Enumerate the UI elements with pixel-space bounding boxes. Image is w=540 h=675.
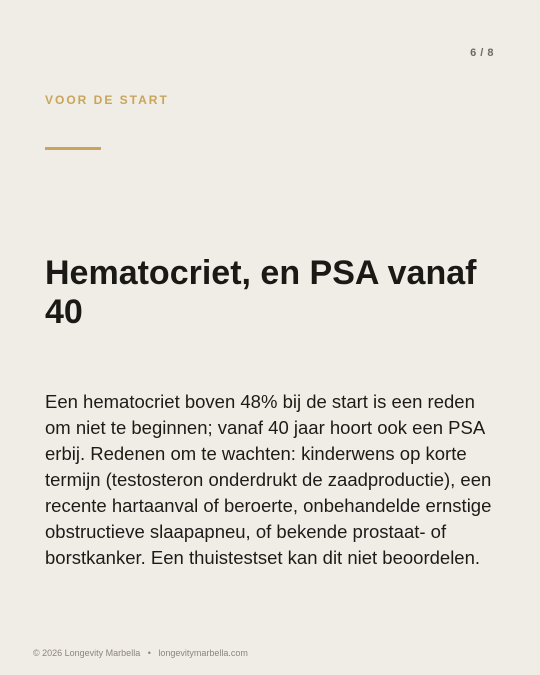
footer-copyright: © 2026 Longevity Marbella xyxy=(33,648,141,658)
slide-body: Een hematocriet boven 48% bij de start is een reden om niet te beginnen; vanaf 40 jaar hoort ook een PSA erbij. Redenen om te wachten: kinderwens op korte termijn (testosteron onderdrukt de zaadproductie), een recente hartaanval of beroerte, onbehandelde ernstige obstructieve slaapapneu, of bekende prostaat- of borstkanker. Een thuistestset kan dit niet beoordelen. xyxy=(45,391,492,568)
page-counter: 6 / 8 xyxy=(470,47,494,59)
footer-separator: • xyxy=(147,648,151,658)
slide-title: Hematocriet, en PSA vanaf 40 xyxy=(45,254,477,331)
section-label: VOOR DE START xyxy=(45,93,169,107)
footer-website: longevitymarbella.com xyxy=(158,648,248,658)
accent-divider xyxy=(45,147,101,150)
footer xyxy=(33,648,248,658)
